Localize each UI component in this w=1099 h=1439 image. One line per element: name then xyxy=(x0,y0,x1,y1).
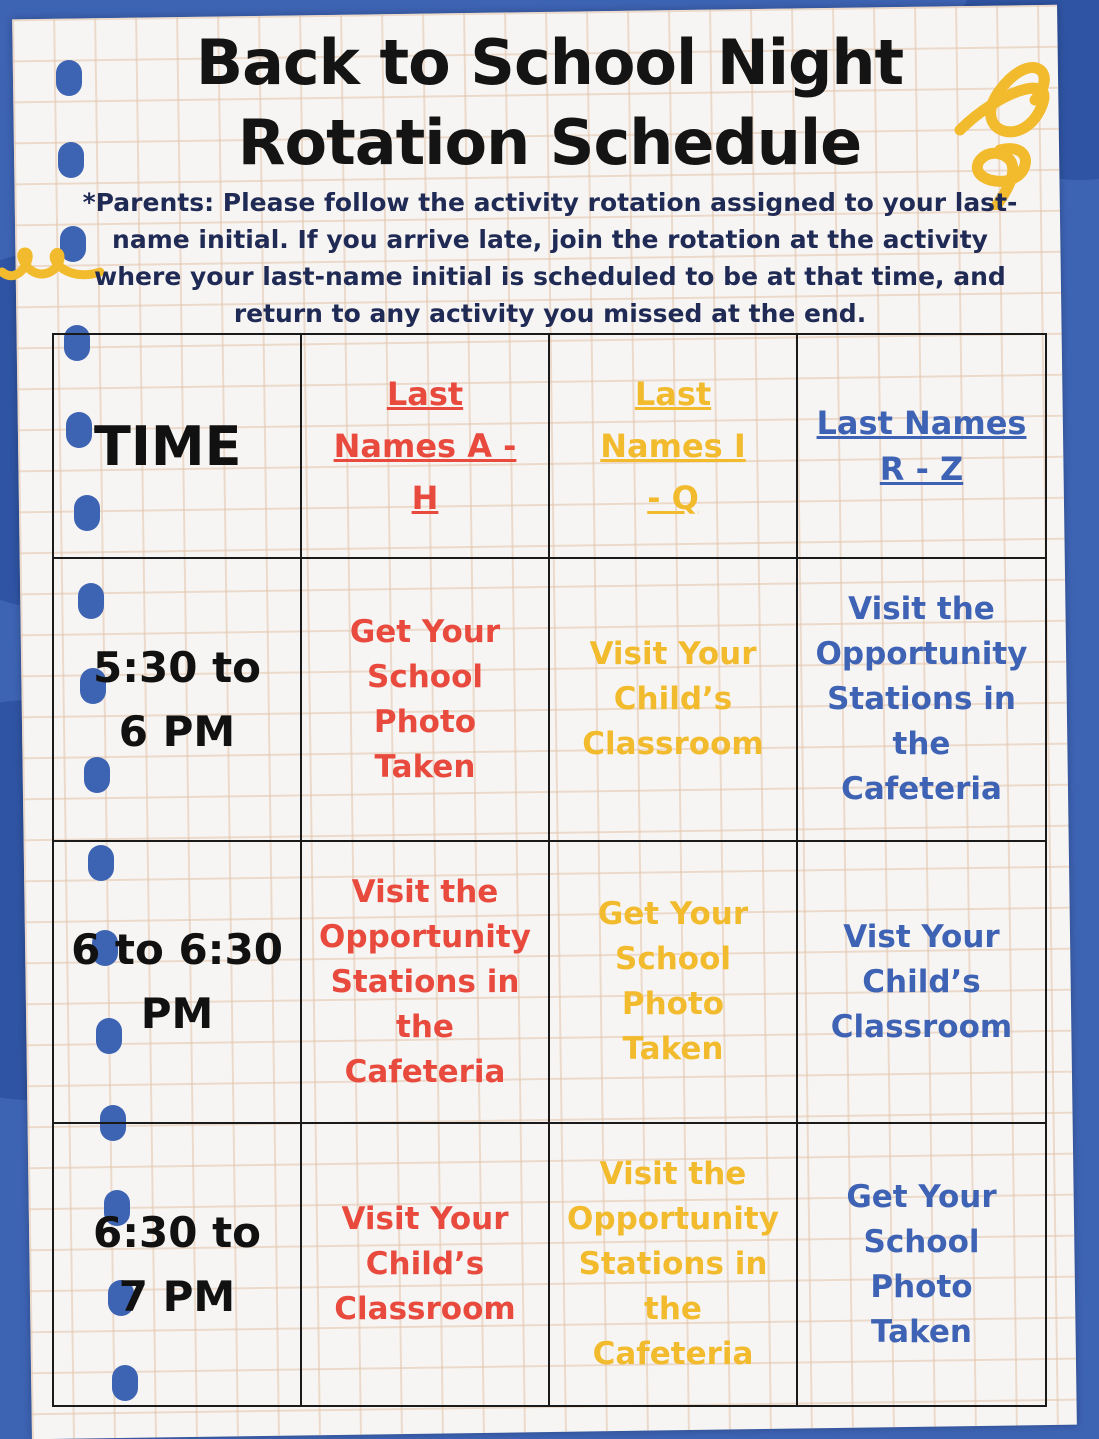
activity-cell: Vist Your Child’s Classroom xyxy=(797,841,1046,1123)
table-row xyxy=(53,558,1046,841)
rotation-schedule-table xyxy=(52,333,1047,1407)
activity-cell: Get Your School Photo Taken xyxy=(301,558,549,841)
activity-cell: Visit Your Child’s Classroom xyxy=(301,1123,549,1406)
time-column-header: TIME xyxy=(53,334,301,558)
time-slot: 5:30 to 6 PM xyxy=(53,558,301,841)
activity-cell: Get Your School Photo Taken xyxy=(797,1123,1046,1406)
table-row xyxy=(53,1123,1046,1406)
activity-cell: Visit the Opportunity Stations in the Cafeteria xyxy=(301,841,549,1123)
activity-cell: Visit the Opportunity Stations in the Cafeteria xyxy=(797,558,1046,841)
activity-cell: Get Your School Photo Taken xyxy=(549,841,797,1123)
activity-cell: Visit Your Child’s Classroom xyxy=(549,558,797,841)
page-title: Back to School Night xyxy=(195,26,904,99)
table-header-row xyxy=(53,334,1046,558)
group-header-r-z: Last Names R - Z xyxy=(797,334,1046,558)
group-header-a-h: Last Names A - H xyxy=(301,334,549,558)
page-subtitle: Rotation Schedule xyxy=(237,106,862,179)
activity-cell: Visit the Opportunity Stations in the Cafeteria xyxy=(549,1123,797,1406)
time-slot: 6:30 to 7 PM xyxy=(53,1123,301,1406)
time-slot: 6 to 6:30 PM xyxy=(53,841,301,1123)
group-header-i-q: Last Names I - Q xyxy=(549,334,797,558)
parent-notice: *Parents: Please follow the activity rotation assigned to your last-name initial. If you arrive late, join the rotation at the activity where your last-name initial is scheduled to be at that time, and return to any activity you missed at the end. xyxy=(82,188,1018,328)
table-row xyxy=(53,841,1046,1123)
